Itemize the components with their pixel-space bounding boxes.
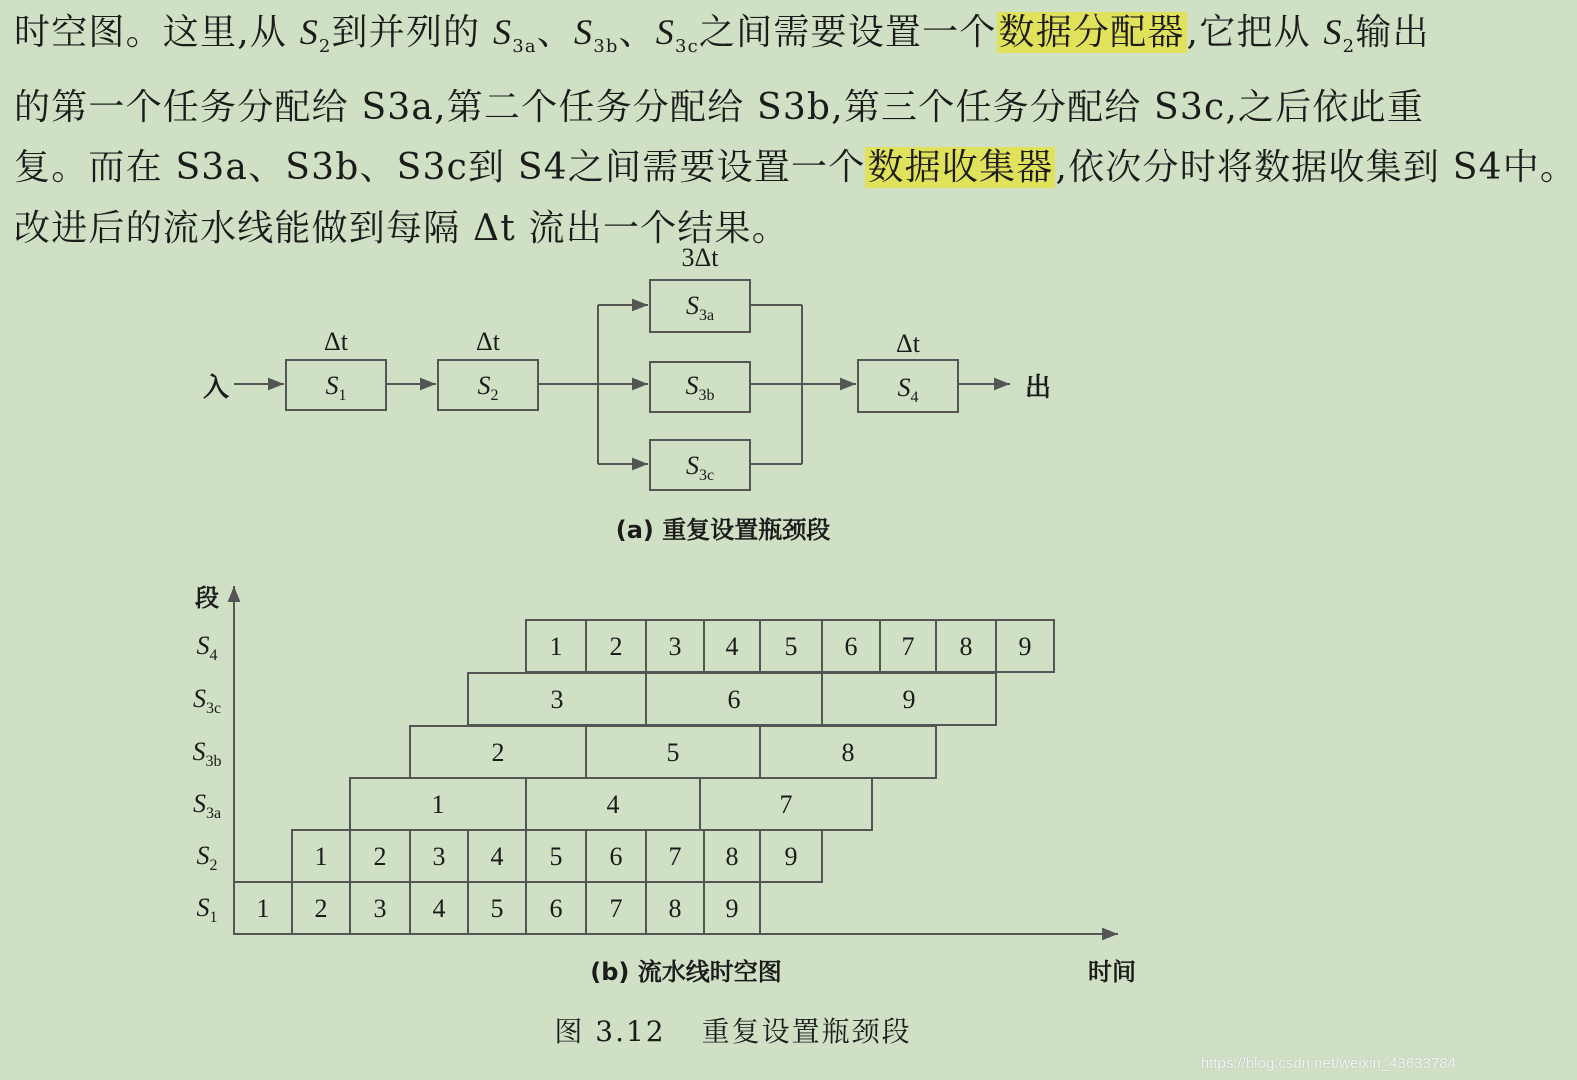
stage-s2-label: $S_2$ [477,371,499,404]
paragraph-line-4: 改进后的流水线能做到每隔 Δt 流出一个结果。 [14,207,789,249]
stage-s2-time: Δt [476,327,500,356]
grid-cell-label: 3 [432,842,446,871]
grid-cell-label: 9 [1018,632,1032,661]
grid-cell-label: 8 [668,894,682,923]
row-label: $S_2$ [196,841,218,874]
figure-title: 重复设置瓶颈段 [701,1015,912,1048]
stage-s3a-box [650,280,750,332]
stage-s1-time: Δt [324,327,348,356]
caption-b: (b) 流水线时空图 [590,958,782,986]
space-time-grid [193,620,1055,934]
grid-cell-label: 1 [431,790,445,819]
output-label: 出 [1024,373,1052,403]
stage-s4-time: Δt [896,329,920,358]
grid-cell-label: 7 [779,790,793,819]
stage-s3b-label: $S_{3b}$ [685,371,715,404]
grid-cell-label: 6 [609,842,623,871]
grid-cell-label: 5 [784,632,798,661]
paragraph-line-3: 复。而在 S3a、S3b、S3c到 S4之间需要设置一个数据收集器,依次分时将数据收集到 S4中。 [14,147,1577,189]
row-label: $S_4$ [196,631,218,664]
grid-cell-label: 9 [784,842,798,871]
watermark: https://blog.csdn.net/weixin_43633784 [1200,1055,1456,1072]
row-label: $S_1$ [196,893,218,926]
grid-cell-label: 7 [668,842,682,871]
grid-cell-label: 4 [490,842,504,871]
stage-s1-label: $S_1$ [325,371,347,404]
grid-cell-label: 2 [314,894,328,923]
diagram-a [234,280,1010,490]
grid-cell-label: 2 [373,842,387,871]
stage-s3a-label: $S_{3a}$ [685,291,715,324]
grid-cell-label: 8 [959,632,973,661]
row-label: $S_{3b}$ [192,737,222,770]
grid-cell-label: 3 [373,894,387,923]
paragraph-line-2: 的第一个任务分配给 S3a,第二个任务分配给 S3b,第三个任务分配给 S3c,之后依此重 [14,86,1425,128]
grid-cell-label: 6 [727,685,741,714]
stage-s3c-label: $S_{3c}$ [685,451,715,484]
row-label: $S_{3c}$ [192,684,222,717]
figure-number: 图 3.12 [554,1015,666,1048]
grid-cell-label: 5 [549,842,563,871]
figure-caption [0,1010,1466,1050]
grid-cell-label: 8 [725,842,739,871]
grid-cell-label: 7 [901,632,915,661]
grid-cell-label: 2 [491,738,505,767]
paragraph-line-1: 时空图。这里,从 $S_2$到并列的 $S_{3a}$、$S_{3b}$、$S_{3c}$之间需要设置一个数据分配器,它把从 $S_2$输出 [14,12,1430,58]
highlight-data-distributor: 数据分配器 [998,12,1185,53]
grid-cell-label: 2 [609,632,623,661]
row-label: $S_{3a}$ [192,789,222,822]
grid-cell-label: 4 [432,894,446,923]
grid-cell-label: 1 [256,894,270,923]
grid-cell-label: 4 [725,632,739,661]
grid-cell-label: 9 [725,894,739,923]
grid-cell-label: 7 [609,894,623,923]
grid-cell-label: 6 [844,632,858,661]
highlight-data-collector: 数据收集器 [867,147,1054,189]
grid-cell-label: 1 [549,632,563,661]
grid-cell-label: 4 [606,790,620,819]
input-label: 入 [202,373,230,403]
grid-cell-label: 5 [666,738,680,767]
grid-cell-label: 9 [902,685,916,714]
stage-s3-time: 3Δt [681,243,719,272]
stage-s4-label: $S_4$ [897,373,919,406]
grid-cell-label: 8 [841,738,855,767]
x-axis-label: 时间 [1088,958,1136,986]
grid-cell-label: 3 [550,685,564,714]
grid-cell-label: 6 [549,894,563,923]
caption-a: (a) 重复设置瓶颈段 [615,516,831,544]
grid-cell-label: 3 [668,632,682,661]
grid-cell-label: 5 [490,894,504,923]
y-axis-label: 段 [195,584,219,612]
grid-cell-label: 1 [314,842,328,871]
